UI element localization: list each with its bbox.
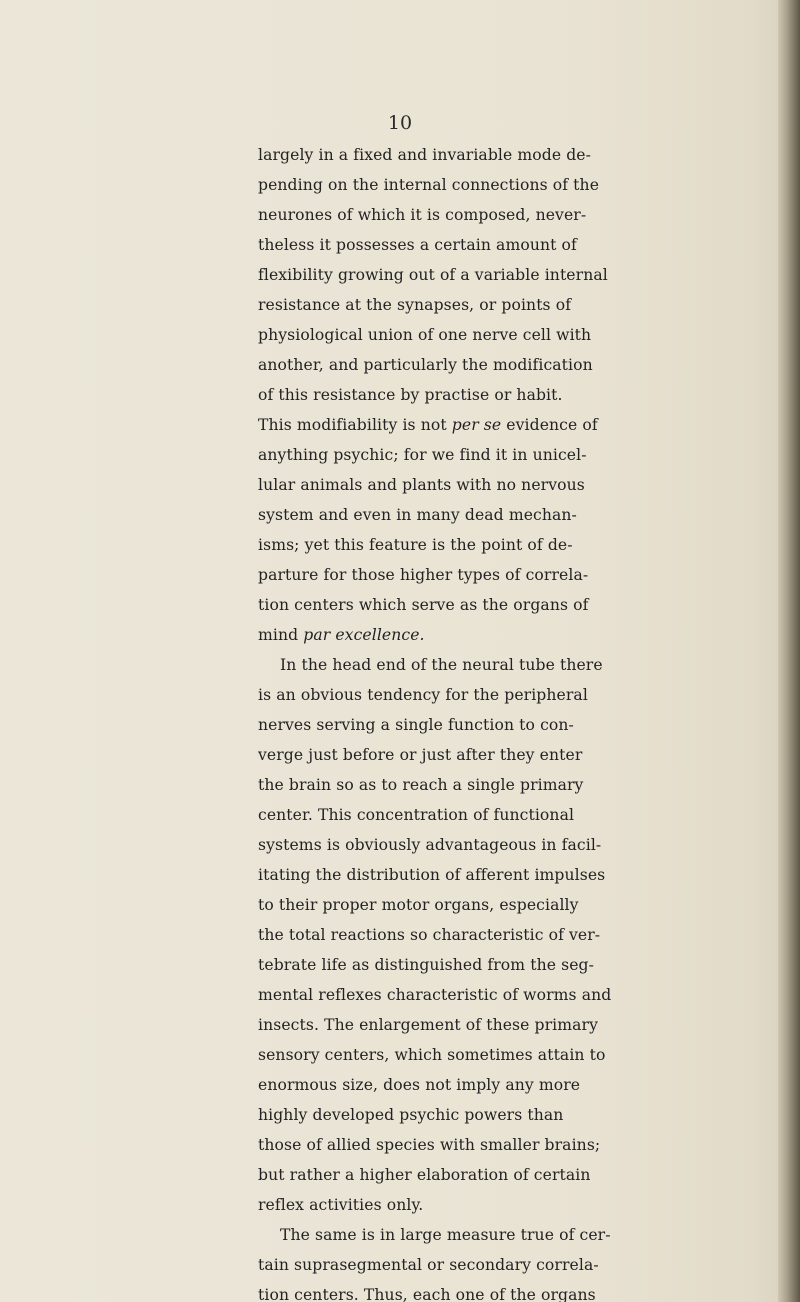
text-line: verge just before or just after they enter <box>258 746 583 764</box>
text-line: mental reflexes characteristic of worms and <box>258 986 612 1004</box>
text-line: the brain so as to reach a single primary <box>258 776 584 794</box>
text-line: itating the distribution of afferent impulses <box>258 866 606 884</box>
text-line: anything psychic; for we find it in unicel- <box>258 446 587 464</box>
page-edge-shadow <box>778 0 800 1302</box>
text-line: those of allied species with smaller brains; <box>258 1136 601 1154</box>
text-line: nerves serving a single function to con- <box>258 716 574 734</box>
text-line: tain suprasegmental or secondary correla- <box>258 1256 599 1274</box>
italic-phrase: per se <box>451 416 502 434</box>
text-line: is an obvious tendency for the peripheral <box>258 686 588 704</box>
text-line: system and even in many dead mechan- <box>258 506 577 524</box>
text-line: reflex activities only. <box>258 1196 424 1214</box>
text-segment: This modifiability is not <box>258 416 452 434</box>
text-line: resistance at the synapses, or points of <box>258 296 572 314</box>
text-segment: mind <box>258 626 304 644</box>
body-text <box>258 140 728 1302</box>
text-line: the total reactions so characteristic of ver- <box>258 926 601 944</box>
text-line: center. This concentration of functional <box>258 806 575 824</box>
page-number: 10 <box>387 112 413 134</box>
text-line <box>258 410 728 440</box>
text-segment: evidence of <box>501 416 598 434</box>
text-line: neurones of which it is composed, never- <box>258 206 587 224</box>
text-line: lular animals and plants with no nervous <box>258 476 585 494</box>
text-line: parture for those higher types of correla- <box>258 566 589 584</box>
text-line: tion centers. Thus, each one of the organs <box>258 1286 596 1302</box>
text-line: tebrate life as distinguished from the seg- <box>258 956 594 974</box>
italic-phrase: par excellence. <box>303 626 425 644</box>
text-line: highly developed psychic powers than <box>258 1106 564 1124</box>
text-line: to their proper motor organs, especially <box>258 896 579 914</box>
text-line: of this resistance by practise or habit. <box>258 386 563 404</box>
text-line: pending on the internal connections of the <box>258 176 600 194</box>
text-line: largely in a fixed and invariable mode de- <box>258 146 591 164</box>
text-line: insects. The enlargement of these primary <box>258 1016 599 1034</box>
text-line: sensory centers, which sometimes attain to <box>258 1046 606 1064</box>
text-line: systems is obviously advantageous in facil- <box>258 836 602 854</box>
text-line: physiological union of one nerve cell with <box>258 326 592 344</box>
text-line: flexibility growing out of a variable internal <box>258 266 608 284</box>
text-line: enormous size, does not imply any more <box>258 1076 581 1094</box>
text-line: but rather a higher elaboration of certain <box>258 1166 591 1184</box>
text-line: tion centers which serve as the organs of <box>258 596 589 614</box>
text-line: In the head end of the neural tube there <box>280 656 603 674</box>
text-line: The same is in large measure true of cer- <box>280 1226 611 1244</box>
text-line: theless it possesses a certain amount of <box>258 236 577 254</box>
text-line: another, and particularly the modification <box>258 356 593 374</box>
text-line: isms; yet this feature is the point of de- <box>258 536 573 554</box>
text-line <box>258 620 728 650</box>
